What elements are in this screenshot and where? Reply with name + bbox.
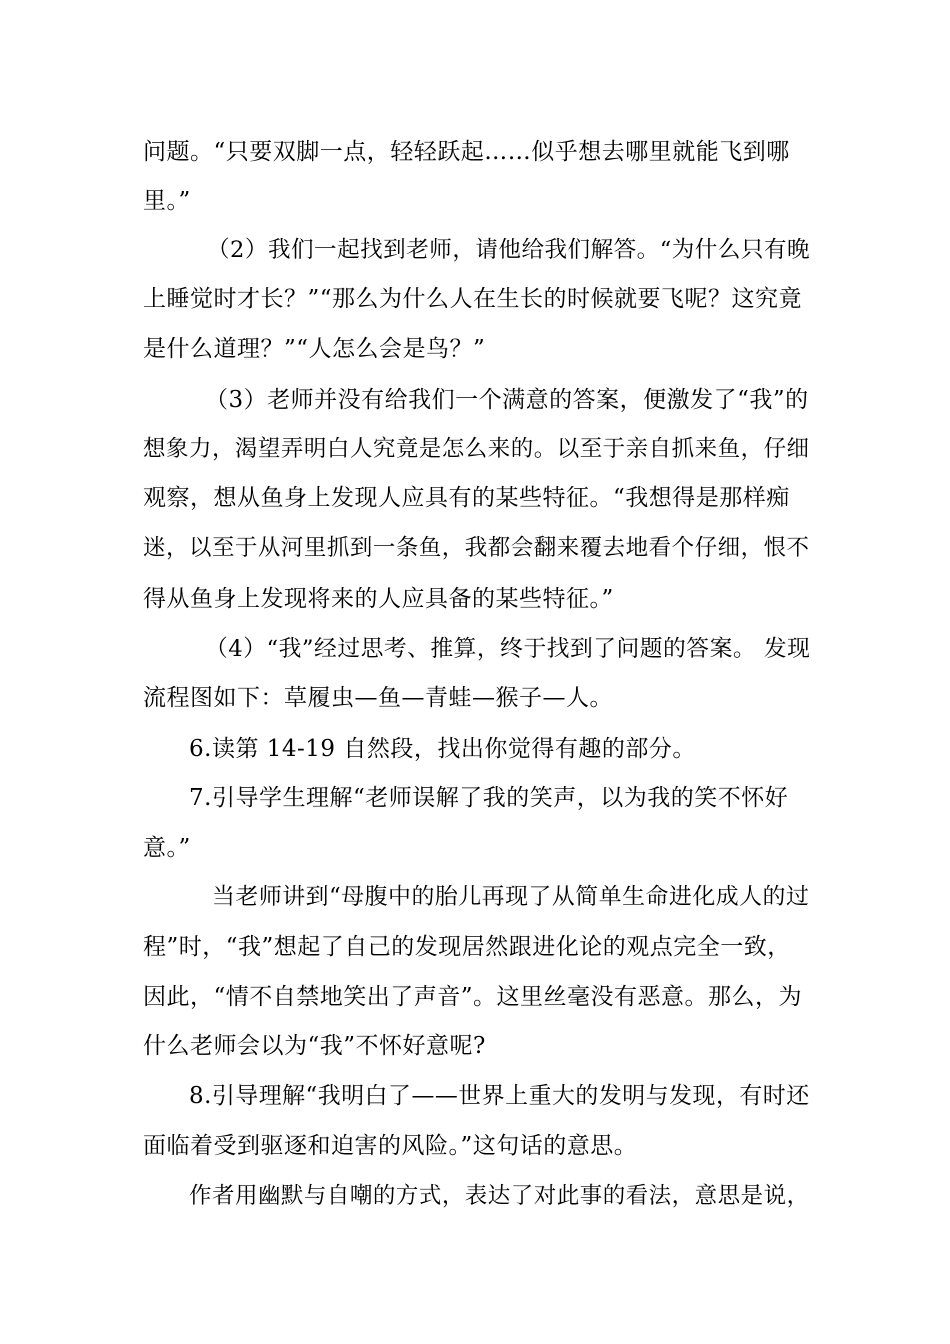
- text-line-19: 什么老师会以为“我”不怀好意呢?: [143, 1033, 486, 1059]
- text-line-13: 6.读第 14-19 自然段，找出你觉得有趣的部分。: [189, 736, 696, 762]
- text-line-6: （3）老师并没有给我们一个满意的答案，便激发了“我”的: [205, 387, 809, 413]
- text-line-7: 想象力，渴望弄明白人究竟是怎么来的。以至于亲自抓来鱼，仔细: [143, 436, 810, 462]
- text-line-21: 面临着受到驱逐和迫害的风险。”这句话的意思。: [143, 1133, 638, 1159]
- text-line-8: 观察，想从鱼身上发现人应具有的某些特征。“我想得是那样痴: [143, 485, 790, 511]
- text-line-11: （4）“我”经过思考、推算，终于找到了问题的答案。 发现: [205, 636, 811, 662]
- text-line-1: 问题。“只要双脚一点，轻轻跃起……似乎想去哪里就能飞到哪: [143, 139, 790, 165]
- text-line-12: 流程图如下：草履虫—鱼—青蛙—猴子—人。: [143, 685, 613, 711]
- text-line-14: 7.引导学生理解“老师误解了我的笑声，以为我的笑不怀好: [189, 785, 789, 811]
- text-line-5: 是什么道理？”“人怎么会是鸟？”: [143, 336, 486, 362]
- text-line-3: （2）我们一起找到老师，请他给我们解答。“为什么只有晚: [207, 237, 811, 263]
- text-line-4: 上睡觉时才长？”“那么为什么人在生长的时候就要飞呢？这究竟: [143, 286, 803, 312]
- text-line-16: 当老师讲到“母腹中的胎儿再现了从简单生命进化成人的过: [212, 884, 810, 910]
- text-line-9: 迷，以至于从河里抓到一条鱼，我都会翻来覆去地看个仔细，恨不: [143, 535, 810, 561]
- text-line-17: 程”时，“我”想起了自己的发现居然跟进化论的观点完全一致，: [143, 934, 791, 960]
- text-line-2: 里。”: [143, 188, 191, 214]
- text-line-20: 8.引导理解“我明白了——世界上重大的发明与发现，有时还: [189, 1083, 810, 1109]
- text-line-10: 得从鱼身上发现将来的人应具备的某些特征。”: [143, 586, 614, 612]
- text-line-22: 作者用幽默与自嘲的方式，表达了对此事的看法，意思是说，: [189, 1183, 810, 1209]
- text-line-18: 因此，“情不自禁地笑出了声音”。这里丝毫没有恶意。那么，为: [143, 984, 803, 1010]
- text-line-15: 意。”: [143, 835, 191, 861]
